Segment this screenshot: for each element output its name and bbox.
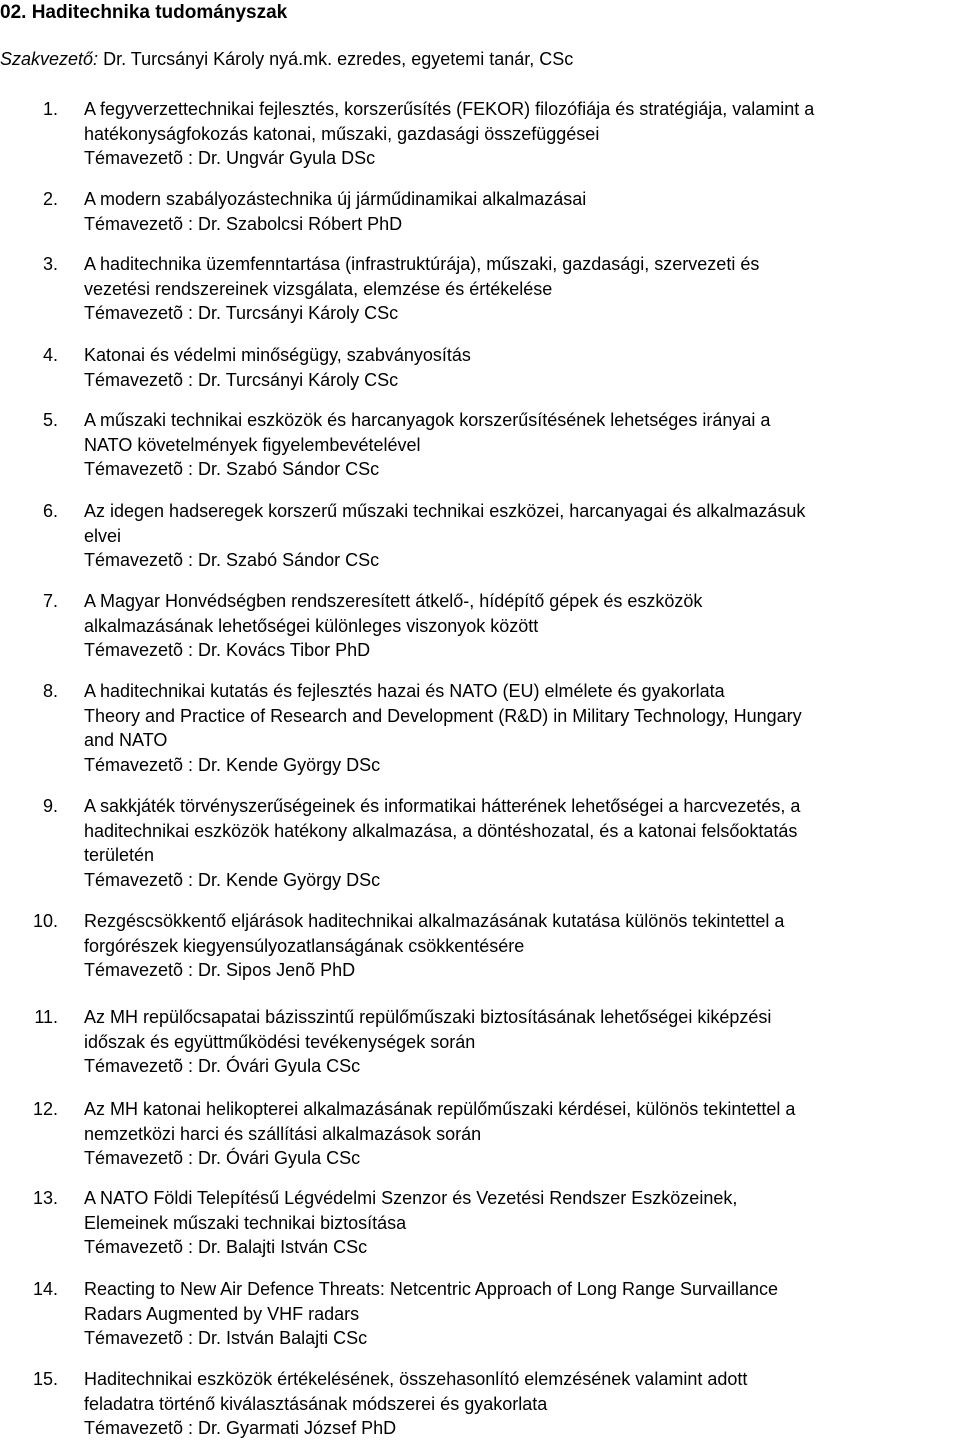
topic-supervisor: Témavezetõ : Dr. Óvári Gyula CSc [84,1148,361,1168]
topic-body [84,252,960,326]
topic-number: 6. [42,501,58,521]
page-title: 02. Haditechnika tudományszak [0,2,288,23]
topic-title-line: területén [84,845,155,865]
topic-title-line: hatékonyságfokozás katonai, műszaki, gazdasági összefüggései [84,123,600,144]
topic-title-line: Theory and Practice of Research and Development (R&D) in Military Technology, Hungary [84,705,802,726]
topic-number: 11. [34,1007,58,1027]
topic-body [84,499,960,573]
topic-title-line: Reacting to New Air Defence Threats: Netcentric Approach of Long Range Survaillance [84,1279,779,1299]
topic-supervisor: Témavezetõ : Dr. Kende György DSc [84,754,381,775]
topic-body [84,187,960,236]
topic-body [84,1097,960,1171]
supervisor-line [0,49,573,70]
topic-number: 12. [32,1099,58,1119]
topic-body [84,97,960,171]
topic-title-line: and NATO [84,730,168,750]
supervisor-label: Szakvezető: [0,49,99,69]
topic-title-line: A NATO Földi Telepítésű Légvédelmi Szenzor és Vezetési Rendszer Eszközeinek, [84,1188,738,1208]
topic-title-line: haditechnikai eszközök hatékony alkalmazása, a döntéshozatal, és a katonai felsőoktatás [84,820,798,841]
topic-title-line: A fegyverzettechnikai fejlesztés, korszerűsítés (FEKOR) filozófiája és stratégiája, valamint a [84,99,815,119]
topic-title-line: A haditechnikai kutatás és fejlesztés hazai és NATO (EU) elmélete és gyakorlata [84,681,725,701]
topic-number: 7. [42,591,58,611]
topic-number: 9. [42,796,58,816]
topic-supervisor: Témavezetõ : Dr. Kende György DSc [84,869,381,890]
topic-title-line: forgórészek kiegyensúlyozatlanságának csökkentésére [84,935,525,956]
topic-title-line: időszak és együttműködési tevékenységek során [84,1031,476,1052]
topic-title-line: feladatra történő kiválasztásának módszerei és gyakorlata [84,1393,548,1414]
topic-title-line: alkalmazásának lehetőségei különleges viszonyok között [84,615,539,636]
topic-title-line: Az idegen hadseregek korszerű műszaki technikai eszközei, harcanyagai és alkalmazásuk [84,501,806,521]
topic-supervisor: Témavezetõ : Dr. Turcsányi Károly CSc [84,369,399,390]
topic-title-line: Az MH repülőcsapatai bázisszintű repülőműszaki biztosításának lehetőségei kiképzési [84,1007,772,1027]
topic-title-line: elvei [84,525,122,546]
supervisor-value: Dr. Turcsányi Károly nyá.mk. ezredes, egyetemi tanár, CSc [103,49,574,69]
topic-number: 10. [32,911,58,931]
topic-number: 15. [32,1369,58,1389]
topic-number: 4. [42,345,58,365]
topic-body [84,343,960,392]
topic-number: 13. [32,1188,58,1208]
topic-number: 8. [42,681,58,701]
topic-body [84,794,960,892]
topic-title-line: Katonai és védelmi minőségügy, szabványosítás [84,345,471,365]
topic-supervisor: Témavezetõ : Dr. Szabó Sándor CSc [84,459,380,479]
topic-title-line: A haditechnika üzemfenntartása (infrastruktúrája), műszaki, gazdasági, szervezeti és [84,254,760,274]
topic-title-line: Az MH katonai helikopterei alkalmazásának repülőműszaki kérdései, különös tekintettel a [84,1099,796,1119]
topic-body [84,1367,960,1441]
topic-title-line: A Magyar Honvédségben rendszeresített átkelő-, hídépítő gépek és eszközök [84,591,703,611]
topic-title-line: vezetési rendszereinek vizsgálata, elemzése és értékelése [84,278,553,299]
topic-title-line: Rezgéscsökkentő eljárások haditechnikai alkalmazásának kutatása különös tekintettel a [84,911,785,931]
topic-title-line: A műszaki technikai eszközök és harcanyagok korszerűsítésének lehetséges irányai a [84,410,771,430]
topic-body [84,679,960,777]
topic-supervisor: Témavezetõ : Dr. Szabó Sándor CSc [84,550,380,570]
topic-body [84,1186,960,1260]
topic-title-line: Radars Augmented by VHF radars [84,1303,360,1324]
topic-supervisor: Témavezetõ : Dr. Balajti István CSc [84,1237,368,1257]
topic-supervisor: Témavezetõ : Dr. Sipos Jenõ PhD [84,960,356,980]
topic-title-line: NATO követelmények figyelembevételével [84,434,421,455]
topic-body [84,1005,960,1079]
topic-body [84,408,960,482]
topic-supervisor: Témavezetõ : Dr. Ungvár Gyula DSc [84,148,376,168]
topic-body [84,589,960,663]
topic-number: 1. [42,99,58,119]
topic-title-line: A modern szabályozástechnika új járműdinamikai alkalmazásai [84,189,587,209]
topic-number: 3. [42,254,58,274]
topic-supervisor: Témavezetõ : Dr. Kovács Tibor PhD [84,640,371,660]
topic-number: 14. [32,1279,58,1299]
topic-supervisor: Témavezetõ : Dr. Óvári Gyula CSc [84,1056,361,1076]
topic-supervisor: Témavezetõ : Dr. István Balajti CSc [84,1328,368,1348]
topic-number: 5. [42,410,58,430]
topic-title-line: Elemeinek műszaki technikai biztosítása [84,1212,407,1233]
topic-supervisor: Témavezetõ : Dr. Szabolcsi Róbert PhD [84,213,403,234]
topic-body [84,909,960,983]
topic-supervisor: Témavezetõ : Dr. Turcsányi Károly CSc [84,303,399,323]
topic-body [84,1277,960,1351]
topic-title-line: A sakkjáték törvényszerűségeinek és informatikai hátterének lehetőségei a harcvezetés, a [84,796,801,816]
topic-number: 2. [42,189,58,209]
topic-title-line: nemzetközi harci és szállítási alkalmazások során [84,1123,482,1144]
topic-supervisor: Témavezetõ : Dr. Gyarmati József PhD [84,1418,397,1438]
topic-title-line: Haditechnikai eszközök értékelésének, összehasonlító elemzésének valamint adott [84,1369,748,1389]
